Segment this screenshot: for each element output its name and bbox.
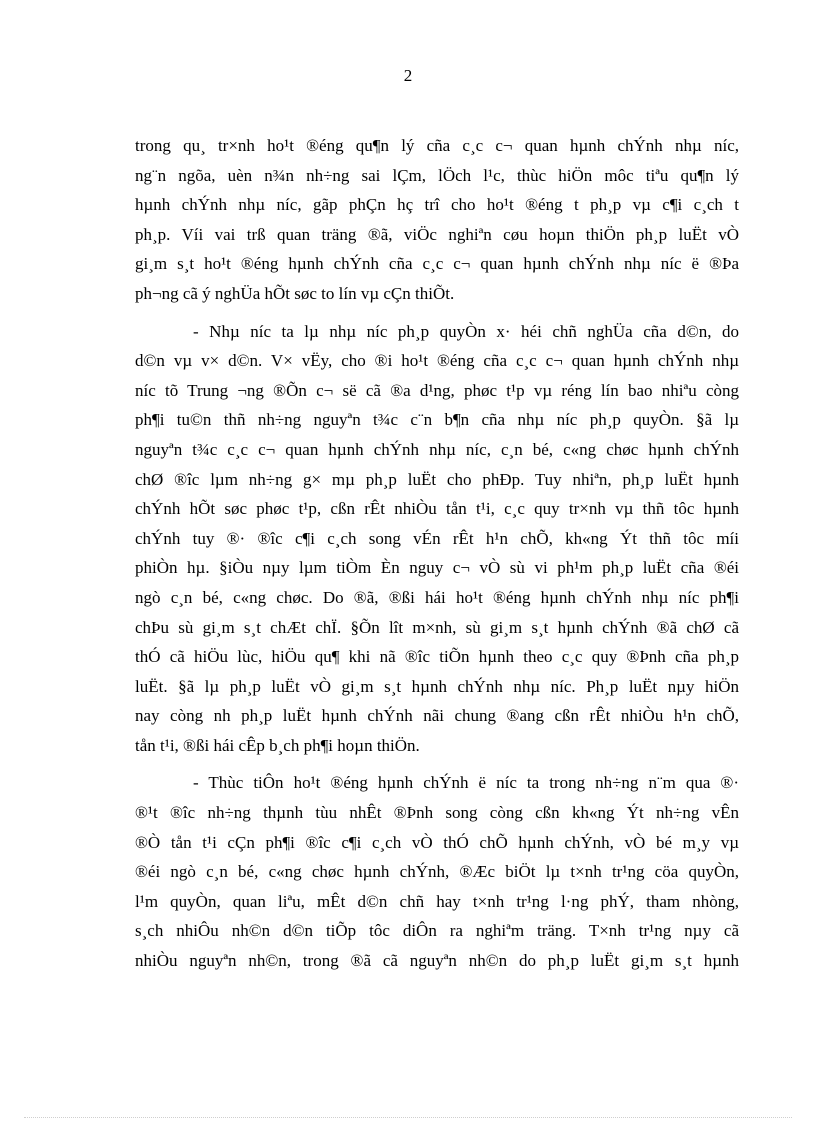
text-line: d©n vµ v× d©n. V× vËy, cho ®i ho¹t ®éng cña c¸c c¬ quan hµnh chÝnh nhµ	[135, 351, 739, 371]
text-line: ph¸p. Víi vai trß quan träng ®ã, viÖc nghiªn cøu hoµn thiÖn ph¸p luËt vÒ	[135, 224, 739, 244]
page-bottom-border	[24, 1117, 792, 1118]
text-line: luËt. §ã lµ ph¸p luËt vÒ gi¸m s¸t hµnh chÝnh nhµ níc. Ph¸p luËt nµy hiÖn	[135, 676, 739, 696]
text-line: nay còng nh ph¸p luËt hµnh chÝnh nãi chung ®ang cßn rÊt nhiÒu h¹n chÕ,	[135, 706, 739, 726]
text-line: níc tõ Trung ¬ng ®Õn c¬ së cã ®a d¹ng, phøc t¹p vµ réng lín bao nhiªu còng	[135, 380, 739, 400]
page-number: 2	[403, 66, 413, 85]
text-line: - Nhµ níc ta lµ nhµ níc ph¸p quyÒn x· héi chñ nghÜa cña d©n, do	[193, 321, 739, 341]
text-line: chÝnh tuy ®· ®îc c¶i c¸ch song vÉn rÊt h¹n chÕ, kh«ng Ýt thñ tôc míi	[135, 528, 739, 548]
text-line: gi¸m s¸t ho¹t ®éng hµnh chÝnh cña c¸c c¬ quan hµnh chÝnh nhµ níc ë ®Þa	[135, 254, 739, 274]
text-line: chÝnh hÕt søc phøc t¹p, cßn rÊt nhiÒu tån t¹i, c¸c quy tr×nh vµ thñ tôc hµnh	[135, 499, 739, 519]
text-line: ng¨n ngõa, uèn n¾n nh÷ng sai lÇm, lÖch l¹c, thùc hiÖn môc tiªu qu¶n lý	[135, 165, 739, 185]
paragraph-3	[135, 768, 739, 975]
text-line: phiÒn hµ. §iÒu nµy lµm tiÒm Èn nguy c¬ vÒ sù vi ph¹m ph¸p luËt cña ®éi	[135, 558, 739, 578]
text-line: ph¬ng cã ý nghÜa hÕt søc to lín vµ cÇn thiÕt.	[135, 283, 455, 303]
text-line: chÞu sù gi¸m s¸t chÆt chÏ. §Õn lît m×nh, sù gi¸m s¸t hµnh chÝnh ®ã chØ cã	[135, 617, 739, 637]
text-line: l¹m quyÒn, quan liªu, mÊt d©n chñ hay t×nh tr¹ng l·ng phÝ, tham nhòng,	[135, 891, 739, 911]
text-line: nguyªn t¾c c¸c c¬ quan hµnh chÝnh nhµ níc, c¸n bé, c«ng chøc hµnh chÝnh	[135, 439, 739, 459]
text-line: ®Ò tån t¹i cÇn ph¶i ®îc c¶i c¸ch vÒ thÓ chÕ hµnh chÝnh, vÒ bé m¸y vµ	[135, 832, 739, 852]
text-line: s¸ch nhiÔu nh©n d©n tiÕp tôc diÔn ra nghiªm träng. T×nh tr¹ng nµy cã	[135, 921, 739, 941]
text-line: ph¶i tu©n thñ nh÷ng nguyªn t¾c c¨n b¶n cña nhµ níc ph¸p quyÒn. §ã lµ	[135, 410, 739, 430]
body-text	[135, 131, 739, 984]
text-line: thÓ cã hiÖu lùc, hiÖu qu¶ khi nã ®îc tiÕn hµnh theo c¸c quy ®Þnh cña ph¸p	[135, 647, 739, 667]
paragraph-1	[135, 131, 739, 309]
text-line: - Thùc tiÔn ho¹t ®éng hµnh chÝnh ë níc ta trong nh÷ng n¨m qua ®·	[193, 773, 739, 793]
text-line: ®éi ngò c¸n bé, c«ng chøc hµnh chÝnh, ®Æc biÖt lµ t×nh tr¹ng cöa quyÒn,	[135, 862, 739, 882]
text-line: ®¹t ®îc nh÷ng thµnh tùu nhÊt ®Þnh song còng cßn kh«ng Ýt nh÷ng vÊn	[135, 803, 739, 823]
text-line: trong qu¸ tr×nh ho¹t ®éng qu¶n lý cña c¸c c¬ quan hµnh chÝnh nhµ níc,	[135, 136, 739, 155]
text-line: chØ ®îc lµm nh÷ng g× mµ ph¸p luËt cho phÐp. Tuy nhiªn, ph¸p luËt hµnh	[135, 469, 739, 489]
text-line: hµnh chÝnh nhµ níc, gãp phÇn hç trî cho ho¹t ®éng t ph¸p vµ c¶i c¸ch t	[135, 195, 739, 215]
text-line: ngò c¸n bé, c«ng chøc. Do ®ã, ®ßi hái ho¹t ®éng hµnh chÝnh nhµ níc ph¶i	[135, 587, 739, 607]
text-line: nhiÒu nguyªn nh©n, trong ®ã cã nguyªn nh©n do ph¸p luËt gi¸m s¸t hµnh	[135, 951, 739, 971]
text-line: tån t¹i, ®ßi hái cÊp b¸ch ph¶i hoµn thiÖn.	[135, 735, 420, 755]
paragraph-2	[135, 317, 739, 761]
